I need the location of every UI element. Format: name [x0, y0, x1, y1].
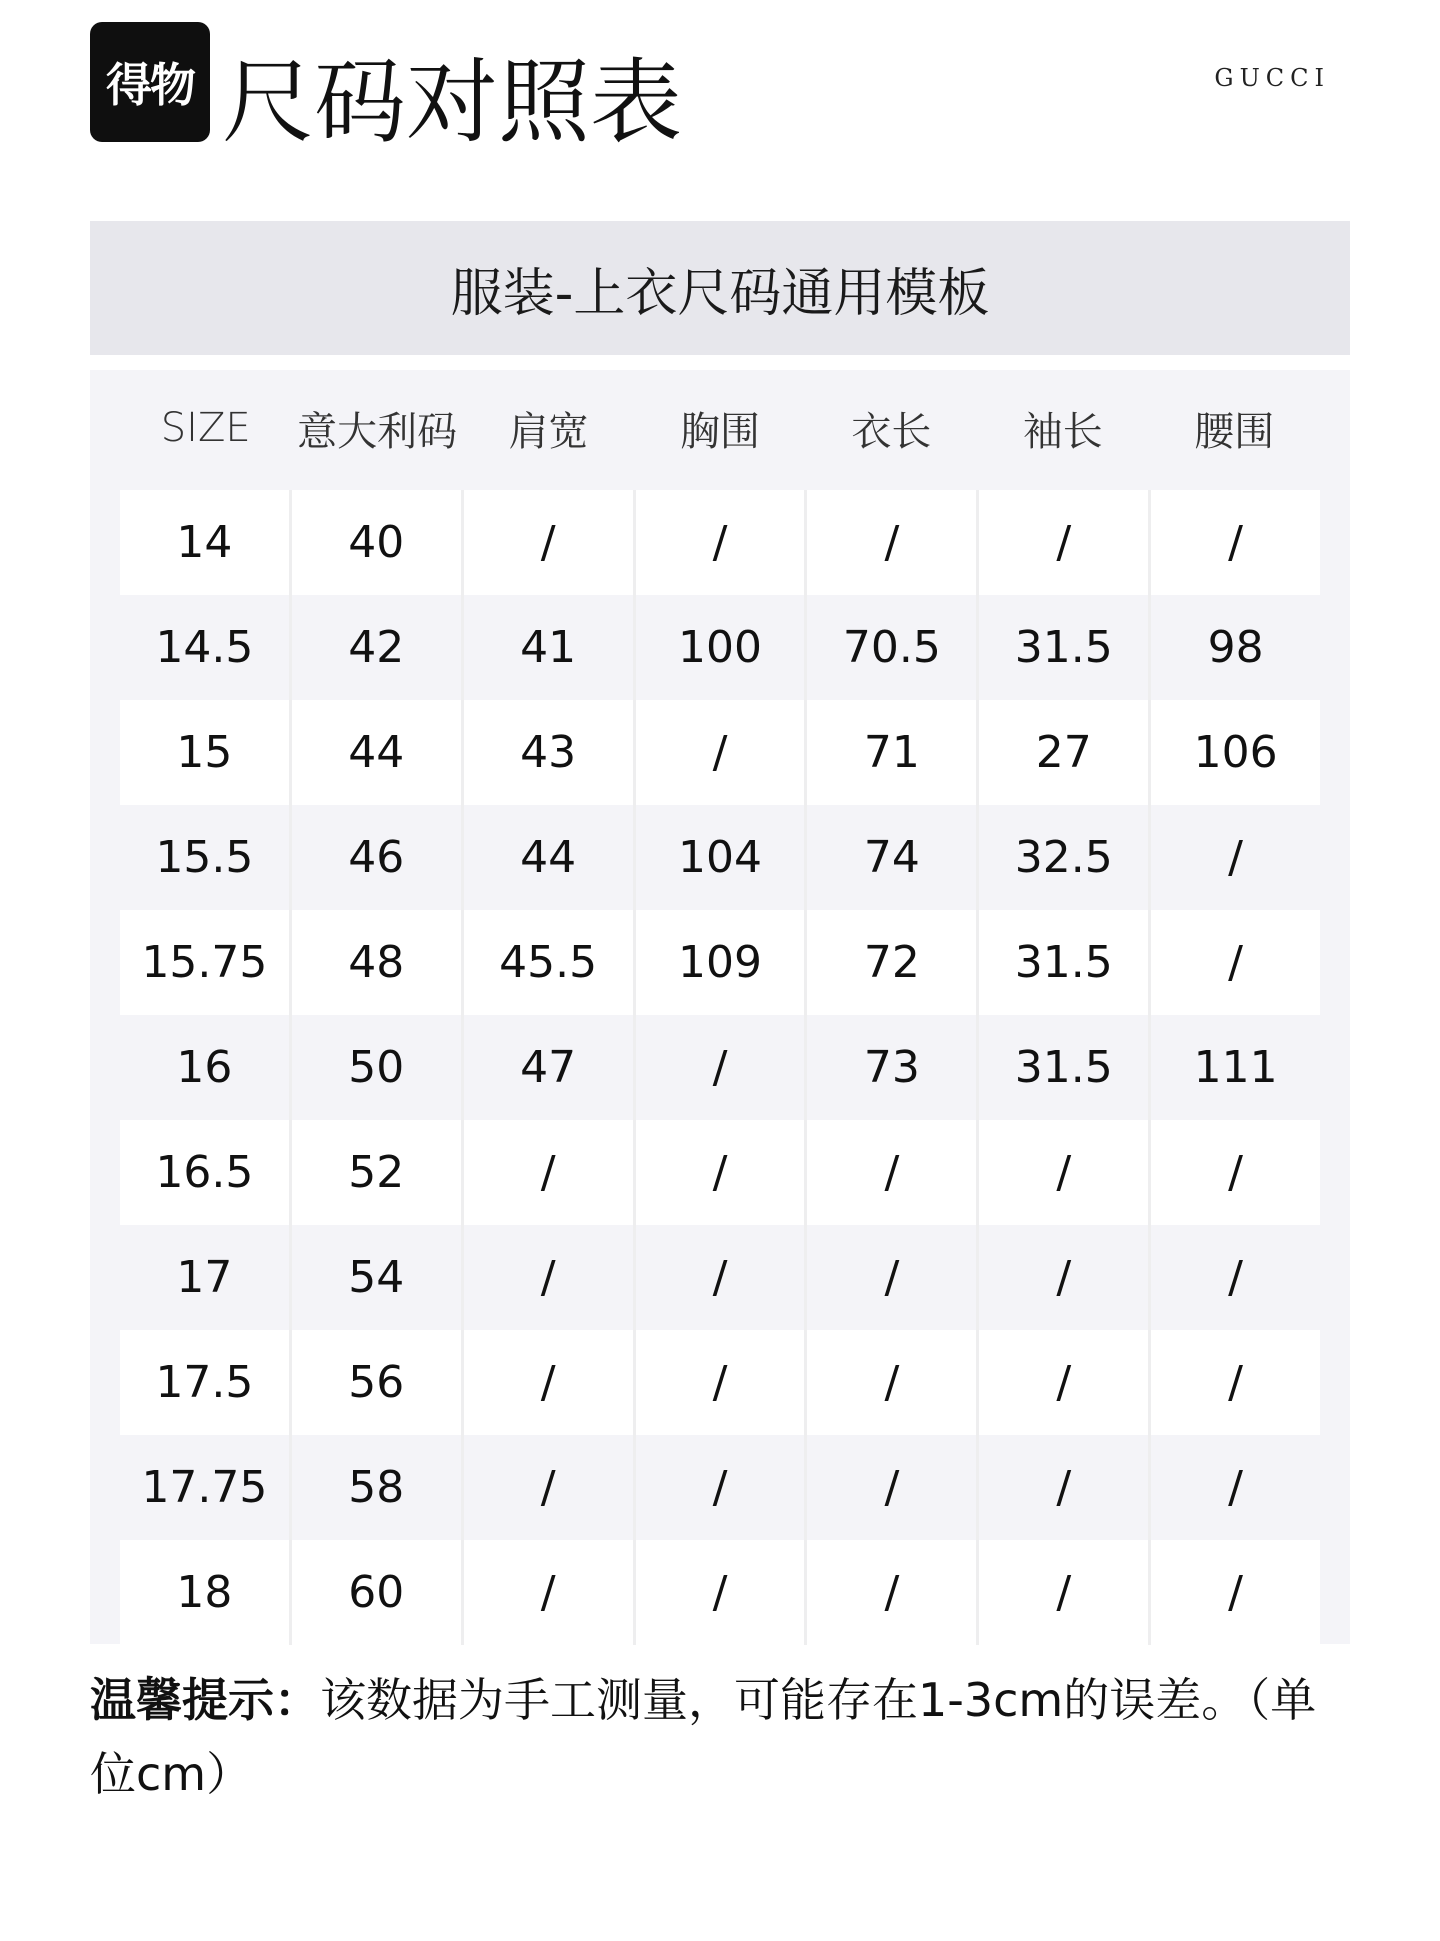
column-header: SIZE [160, 405, 251, 451]
table-cell: / [807, 1120, 979, 1225]
table-row [120, 1540, 1320, 1645]
table-cell: / [636, 1540, 808, 1645]
table-cell: 73 [807, 1015, 979, 1120]
table-cell: / [636, 1120, 808, 1225]
table-row [120, 700, 1320, 805]
table-cell: 111 [1193, 1042, 1278, 1093]
tip-label: 温馨提示： [90, 1673, 320, 1727]
column-header: 胸围 [679, 408, 760, 455]
column-header: 腰围 [1194, 408, 1275, 455]
table-body [120, 490, 1320, 1645]
table-cell: / [979, 1225, 1151, 1330]
table-cell: / [464, 1330, 636, 1435]
table-cell: 27 [979, 700, 1151, 805]
table-cell: 52 [292, 1120, 464, 1225]
table-cell: / [1151, 1120, 1320, 1225]
table-cell: 41 [464, 595, 636, 700]
table-cell: / [979, 490, 1151, 595]
table-cell: / [979, 1435, 1151, 1540]
table-cell: / [464, 1435, 636, 1540]
table-cell: 98 [1207, 622, 1264, 673]
table-cell: 43 [464, 700, 636, 805]
table-cell: 16 [120, 1015, 292, 1120]
table-cell: / [979, 1540, 1151, 1645]
table-cell: 47 [464, 1015, 636, 1120]
section-title: 服装-上衣尺码通用模板 [90, 221, 1350, 355]
table-cell: 104 [636, 805, 808, 910]
table-row [120, 1120, 1320, 1225]
table-cell: 31.5 [979, 910, 1151, 1015]
table-cell: 72 [807, 910, 979, 1015]
table-cell: / [807, 1330, 979, 1435]
table-cell: 106 [1151, 700, 1320, 805]
table-cell: 31.5 [979, 595, 1151, 700]
tip-note [90, 1663, 1350, 1811]
table-cell: 71 [807, 700, 979, 805]
table-cell: / [636, 1015, 808, 1120]
column-header: 袖长 [1022, 408, 1103, 455]
table-cell: / [1151, 1540, 1320, 1645]
column-header: 意大利码 [297, 408, 458, 455]
size-table [90, 370, 1350, 1644]
table-cell: 56 [292, 1330, 464, 1435]
table-cell: 14 [120, 490, 292, 595]
table-cell: / [979, 1330, 1151, 1435]
table-cell: / [636, 1225, 808, 1330]
table-cell: / [1228, 1462, 1243, 1513]
table-cell: 15 [120, 700, 292, 805]
table-cell: 15.75 [120, 910, 292, 1015]
table-cell: 14.5 [120, 595, 292, 700]
table-cell: / [636, 1435, 808, 1540]
table-cell: 17.5 [120, 1330, 292, 1435]
column-header: 肩宽 [508, 408, 589, 455]
table-cell: / [1151, 490, 1320, 595]
table-header-row [120, 370, 1320, 486]
table-row [120, 595, 1320, 700]
table-cell: / [636, 490, 808, 595]
table-cell: / [807, 1225, 979, 1330]
table-cell: / [979, 1120, 1151, 1225]
table-cell: 74 [807, 805, 979, 910]
brand-name: GUCCI [1214, 64, 1330, 92]
table-cell: 42 [292, 595, 464, 700]
table-cell: 48 [292, 910, 464, 1015]
table-cell: 44 [464, 805, 636, 910]
table-cell: 44 [292, 700, 464, 805]
table-cell: / [636, 1330, 808, 1435]
tip-text: 该数据为手工测量，可能存在1-3cm的误差。（单位cm） [90, 1673, 1317, 1801]
table-cell: 32.5 [979, 805, 1151, 910]
table-cell: / [464, 1540, 636, 1645]
table-cell: 31.5 [979, 1015, 1151, 1120]
table-row [120, 1225, 1320, 1330]
table-cell: / [464, 1225, 636, 1330]
table-cell: / [807, 1540, 979, 1645]
table-cell: 50 [292, 1015, 464, 1120]
table-cell: 45.5 [464, 910, 636, 1015]
table-row [120, 1330, 1320, 1435]
table-cell: 60 [292, 1540, 464, 1645]
table-cell: / [807, 490, 979, 595]
table-cell: 70.5 [807, 595, 979, 700]
table-cell: 40 [292, 490, 464, 595]
table-cell: / [464, 1120, 636, 1225]
table-cell: / [1151, 1330, 1320, 1435]
column-header: 衣长 [851, 408, 932, 455]
table-cell: / [636, 700, 808, 805]
table-cell: 100 [636, 595, 808, 700]
table-cell: 15.5 [120, 805, 292, 910]
dewu-logo: 得物 [90, 22, 210, 142]
table-cell: / [807, 1435, 979, 1540]
table-cell: / [464, 490, 636, 595]
table-row [120, 1015, 1320, 1120]
page-title: 尺码对照表 [222, 49, 683, 156]
table-row [120, 910, 1320, 1015]
table-cell: 109 [636, 910, 808, 1015]
table-cell: / [1228, 832, 1243, 883]
table-cell: 58 [292, 1435, 464, 1540]
table-row [120, 1435, 1320, 1540]
table-cell: 17.75 [120, 1435, 292, 1540]
table-cell: 17 [120, 1225, 292, 1330]
table-cell: 18 [120, 1540, 292, 1645]
table-cell: 46 [292, 805, 464, 910]
table-cell: / [1228, 1252, 1243, 1303]
table-cell: 54 [292, 1225, 464, 1330]
table-row [120, 805, 1320, 910]
table-cell: / [1151, 910, 1320, 1015]
table-row [120, 490, 1320, 595]
table-cell: 16.5 [120, 1120, 292, 1225]
